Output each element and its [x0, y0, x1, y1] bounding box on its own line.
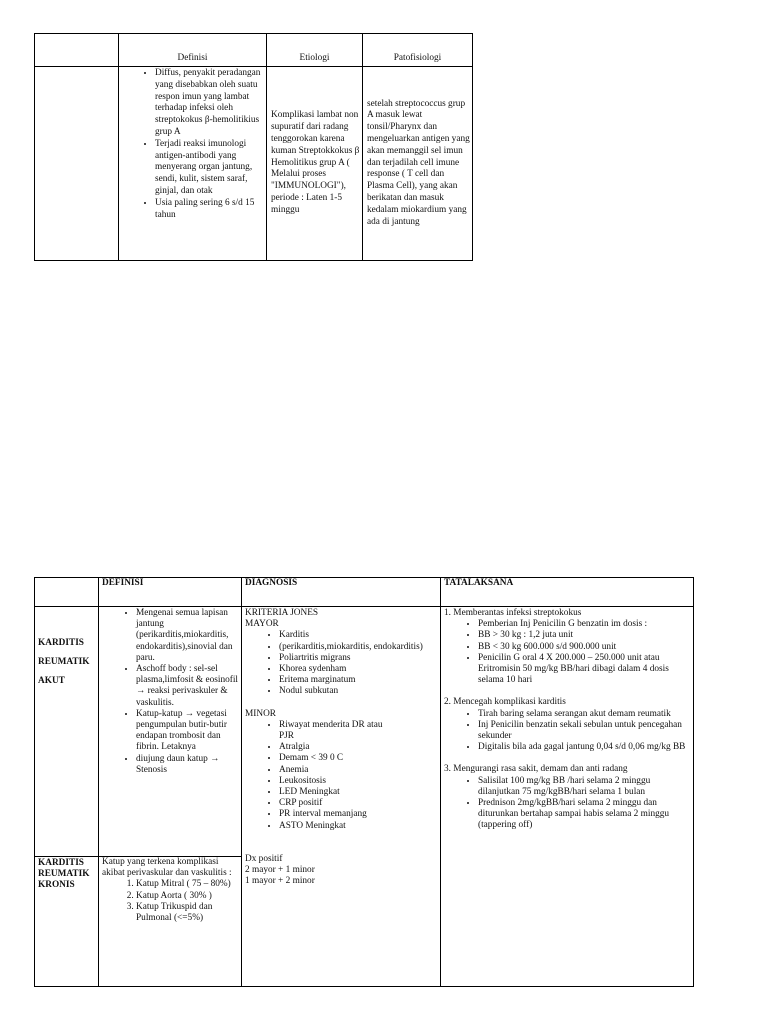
list-item: • Aschoff body : sel-sel plasma,limfosit & eosinofil → reaksi perivaskuler & vaskulitis.: [136, 664, 238, 709]
list-item: • Karditis: [279, 630, 437, 641]
list-item: • Katup-katup → vegetasi pengumpulan butir-butir endapan trombosit dan fibrin. Letaknya: [136, 709, 238, 754]
list-item: • Eritema marginatum: [279, 675, 437, 686]
list-item: 2. Katup Aorta ( 30% ): [136, 891, 238, 902]
akut-definisi-list: [102, 608, 238, 776]
table2-header-empty: [35, 578, 99, 607]
rheumatic-fever-summary-table: [34, 33, 473, 261]
table1-definisi-cell: [119, 67, 267, 261]
list-item: • Demam < 39 0 C: [279, 753, 437, 764]
table1-body-row: [35, 67, 473, 261]
table1-header-etiologi: Etiologi: [267, 34, 363, 67]
table1-header-definisi: Definisi: [119, 34, 267, 67]
kriteria-jones-title: KRITERIA JONES: [245, 608, 319, 618]
list-item: • Nodul subkutan: [279, 686, 437, 697]
table1-patofisiologi-cell: setelah streptococcus grup A masuk lewat tonsil/Pharynx dan mengeluarkan antigen yang akan memanggil sel imun dan terjadilah cell imune response ( T cell dan Plasma Cell), yang akan berikatan dan masuk kedalam miokardium yang ada di jantung: [363, 67, 473, 261]
kronis-definisi-intro: Katup yang terkena komplikasi akibat perivaskular dan vaskulitis :: [102, 857, 232, 879]
list-item: 3. Katup Trikuspid dan Pulmonal (<=5%): [136, 902, 238, 924]
list-item: • LED Meningkat: [279, 787, 437, 798]
kronis-definisi-list: [102, 879, 238, 924]
kronis-definisi-cell: [99, 857, 242, 987]
list-item: • diujung daun katup → Stenosis: [136, 754, 238, 776]
diagnosis-cell: [242, 607, 441, 987]
tatalaksana-section-3-list: [444, 776, 690, 832]
list-item: • Leukositosis: [279, 776, 437, 787]
table2-header-row: [35, 578, 694, 607]
list-item: • Salisilat 100 mg/kg BB /hari selama 2 minggu dilanjutkan 75 mg/kgBB/hari selama 1 bulan: [478, 776, 690, 798]
row-label-karditis-kronis: KARDITIS REUMATIK KRONIS: [35, 857, 99, 987]
list-item: • Atralgia: [279, 742, 437, 753]
list-item: • Anemia: [279, 765, 437, 776]
tatalaksana-cell: [441, 607, 694, 987]
list-item: • ASTO Meningkat: [279, 821, 437, 832]
dx-positif-rule-2: 1 mayor + 2 minor: [245, 876, 315, 887]
list-item: • CRP positif: [279, 798, 437, 809]
table1-empty-cell: [35, 67, 119, 261]
mayor-label: MAYOR: [245, 619, 279, 630]
dx-positif-label: Dx positif: [245, 853, 283, 864]
list-item: • Tirah baring selama serangan akut demam reumatik: [478, 709, 690, 720]
minor-label: MINOR: [245, 708, 276, 719]
minor-list: [245, 720, 437, 832]
table1-header-patofisiologi: Patofisiologi: [363, 34, 473, 67]
list-item: • Digitalis bila ada gagal jantung 0,04 s/d 0,06 mg/kg BB: [478, 742, 690, 753]
tatalaksana-section-1-list: [444, 619, 690, 686]
definisi-list: [119, 68, 266, 221]
list-item: • Pemberian Inj Penicilin G benzatin im dosis :: [478, 619, 690, 630]
list-item: • (perikarditis,miokarditis, endokarditis): [279, 642, 437, 653]
table2-header-tatalaksana: TATALAKSANA: [441, 578, 694, 607]
list-item: • BB < 30 kg 600.000 s/d 900.000 unit: [478, 642, 690, 653]
table1-etiologi-cell: Komplikasi lambat non supuratif dari radang tenggorokan karena kuman Streptokkokus β Hemolitikus grup A ( Melalui proses "IMMUNOLOGI"), periode : Laten 1-5 minggu: [267, 67, 363, 261]
list-item: • Prednison 2mg/kgBB/hari selama 2 minggu dan diturunkan bertahap sampai habis selama 2 minggu (tappering off): [478, 798, 690, 832]
list-item: • BB > 30 kg : 1,2 juta unit: [478, 630, 690, 641]
list-item: • Inj Penicilin benzatin sekali sebulan untuk pencegahan sekunder: [478, 720, 690, 742]
list-item: • Usia paling sering 6 s/d 15 tahun: [155, 198, 264, 222]
tatalaksana-section-2-title: 2. Mencegah komplikasi karditis: [444, 697, 566, 708]
akut-definisi-cell: [99, 607, 242, 857]
dx-positif-rule-1: 2 mayor + 1 minor: [245, 865, 315, 876]
table2-row-akut: [35, 607, 694, 857]
table2-header-diagnosis: DIAGNOSIS: [242, 578, 441, 607]
list-item: • Mengenai semua lapisan jantung (perikarditis,miokarditis, endokarditis),sinovial dan paru.: [136, 608, 238, 664]
table2-header-definisi: DEFINISI: [99, 578, 242, 607]
list-item: • Poliartritis migrans: [279, 653, 437, 664]
list-item: 1. Katup Mitral ( 75 – 80%): [136, 879, 238, 890]
list-item: • Penicilin G oral 4 X 200.000 – 250.000 unit atau Eritromisin 50 mg/kg BB/hari dibagi dalam 4 dosis selama 10 hari: [478, 653, 690, 687]
mayor-list: [245, 630, 437, 697]
carditis-table: [34, 577, 694, 987]
list-item: • Diffus, penyakit peradangan yang disebabkan oleh suatu respon imun yang lambat terhadap infeksi oleh streptokokus β-hemolitikius grup A: [155, 68, 264, 139]
tatalaksana-section-1-title: 1. Memberantas infeksi streptokokus: [444, 608, 582, 618]
list-item: • Riwayat menderita DR atau PJR: [279, 720, 437, 742]
tatalaksana-section-2-list: [444, 709, 690, 754]
list-item: • Terjadi reaksi imunologi antigen-antibodi yang menyerang organ jantung, sendi, kulit, sistem saraf, ginjal, dan otak: [155, 139, 264, 198]
table1-header-row: [35, 34, 473, 67]
tatalaksana-section-3-title: 3. Mengurangi rasa sakit, demam dan anti radang: [444, 764, 628, 775]
table1-header-empty: [35, 34, 119, 67]
row-label-karditis-akut: KARDITIS REUMATIK AKUT: [35, 607, 99, 857]
list-item: • Khorea sydenham: [279, 664, 437, 675]
list-item: • PR interval memanjang: [279, 809, 437, 820]
